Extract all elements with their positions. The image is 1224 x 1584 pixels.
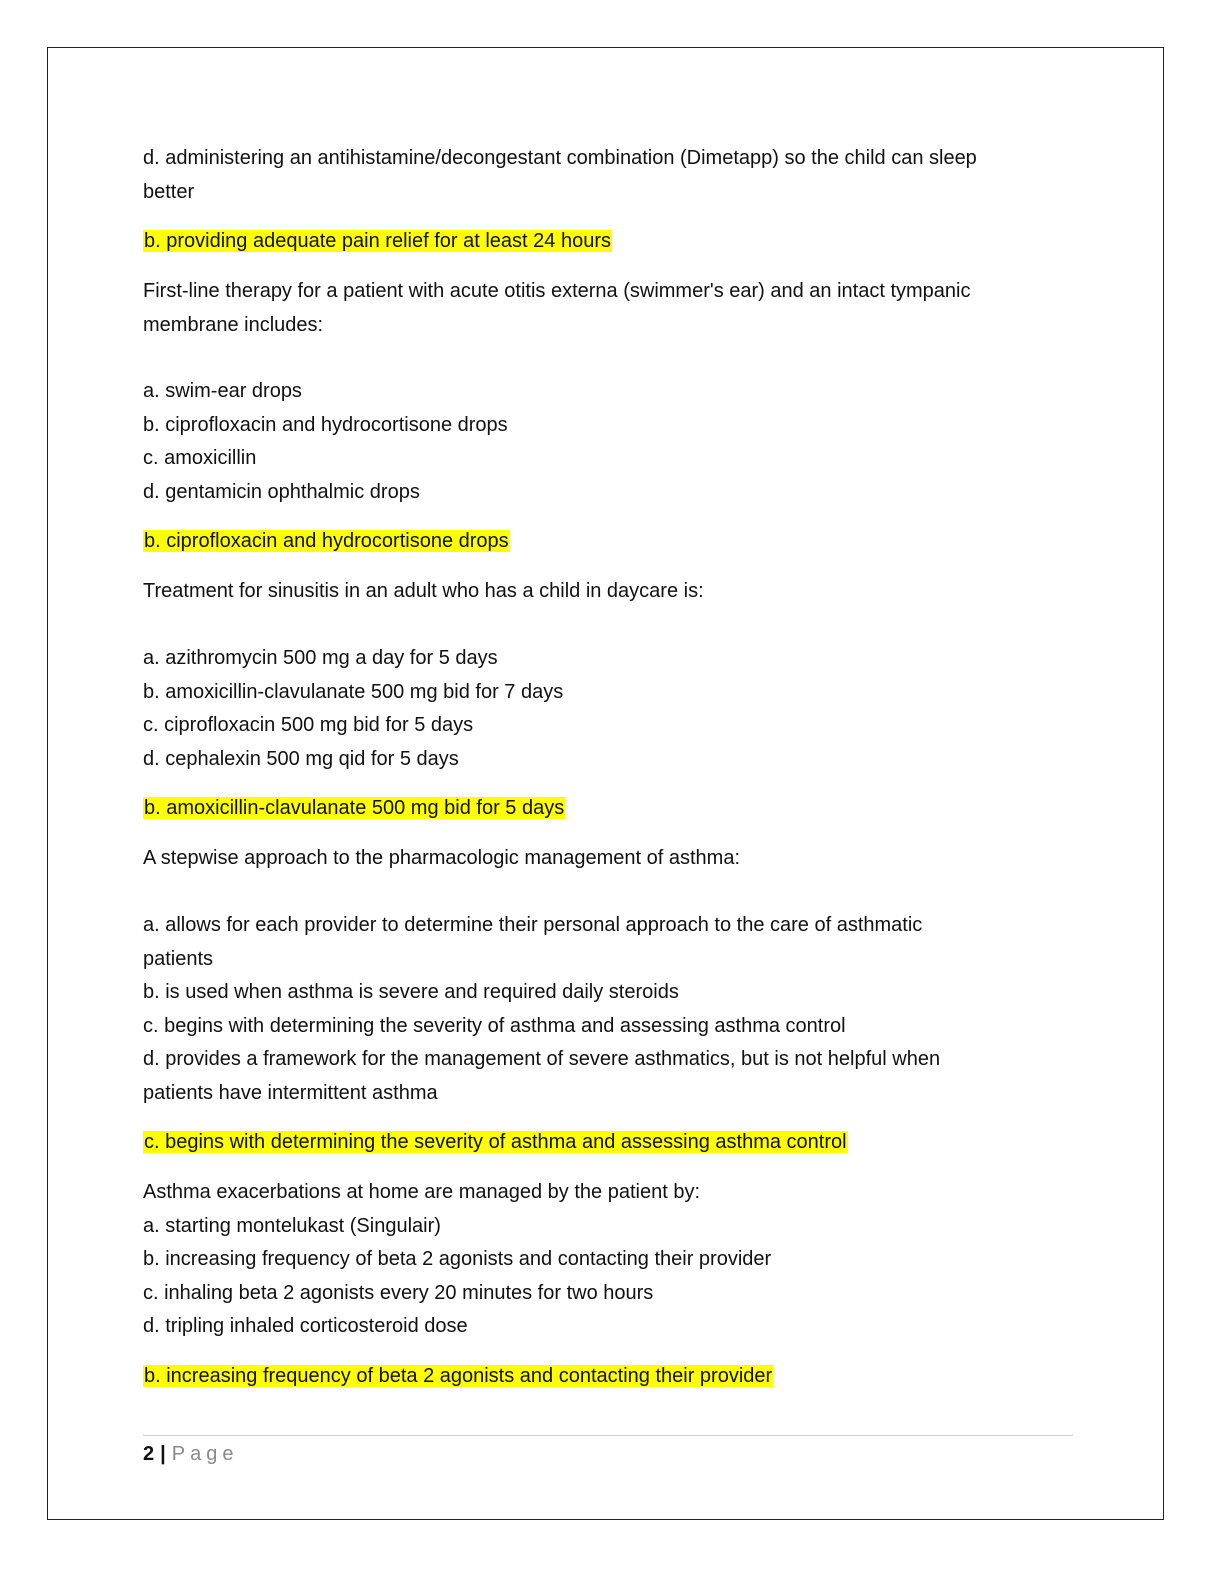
option-d-continued: patients have intermittent asthma — [143, 1082, 438, 1104]
answer-highlight — [143, 1128, 848, 1156]
answer-text: b. providing adequate pain relief for at least 24 hours — [144, 230, 611, 252]
option-a: a. swim-ear drops — [143, 380, 302, 402]
option-c: c. begins with determining the severity of asthma and assessing asthma control — [143, 1015, 846, 1037]
question-text: Treatment for sinusitis in an adult who has a child in daycare is: — [143, 580, 704, 602]
option-a: a. allows for each provider to determine their personal approach to the care of asthmatic — [143, 914, 923, 936]
footer-separator: | — [160, 1443, 166, 1465]
option-text-continued: better — [143, 181, 195, 203]
option-d: d. cephalexin 500 mg qid for 5 days — [143, 748, 459, 770]
answer-text: b. amoxicillin-clavulanate 500 mg bid for 5 days — [144, 797, 565, 819]
page-number: 2 — [143, 1443, 155, 1465]
option-a: a. azithromycin 500 mg a day for 5 days — [143, 647, 498, 669]
question-text: Asthma exacerbations at home are managed by the patient by: — [143, 1181, 701, 1203]
answer-highlight — [143, 227, 612, 255]
option-d: d. provides a framework for the management of severe asthmatics, but is not helpful when — [143, 1048, 941, 1070]
option-d: d. tripling inhaled corticosteroid dose — [143, 1315, 468, 1337]
option-b: b. increasing frequency of beta 2 agonists and contacting their provider — [143, 1248, 772, 1270]
option-c: c. ciprofloxacin 500 mg bid for 5 days — [143, 714, 474, 736]
question-text: A stepwise approach to the pharmacologic management of asthma: — [143, 847, 741, 869]
answer-text: c. begins with determining the severity of asthma and assessing asthma control — [144, 1131, 847, 1153]
option-b: b. amoxicillin-clavulanate 500 mg bid for 7 days — [143, 681, 564, 703]
answer-highlight — [143, 794, 565, 822]
answer-highlight — [143, 527, 510, 555]
option-d: d. gentamicin ophthalmic drops — [143, 481, 420, 503]
option-b: b. is used when asthma is severe and required daily steroids — [143, 981, 679, 1003]
answer-text: b. increasing frequency of beta 2 agonists and contacting their provider — [144, 1365, 773, 1387]
option-a: a. starting montelukast (Singulair) — [143, 1215, 441, 1237]
option-a-continued: patients — [143, 948, 214, 970]
page-footer — [143, 1440, 238, 1468]
answer-text: b. ciprofloxacin and hydrocortisone drops — [144, 530, 509, 552]
question-text: First-line therapy for a patient with acute otitis externa (swimmer's ear) and an intact tympanic — [143, 280, 971, 302]
question-text-continued: membrane includes: — [143, 314, 324, 336]
option-c: c. amoxicillin — [143, 447, 257, 469]
answer-highlight — [143, 1362, 773, 1390]
page-label: Page — [171, 1443, 239, 1465]
option-text: d. administering an antihistamine/decongestant combination (Dimetapp) so the child can sleep — [143, 147, 977, 169]
footer-divider — [143, 1435, 1073, 1436]
option-b: b. ciprofloxacin and hydrocortisone drops — [143, 414, 508, 436]
option-c: c. inhaling beta 2 agonists every 20 minutes for two hours — [143, 1282, 654, 1304]
